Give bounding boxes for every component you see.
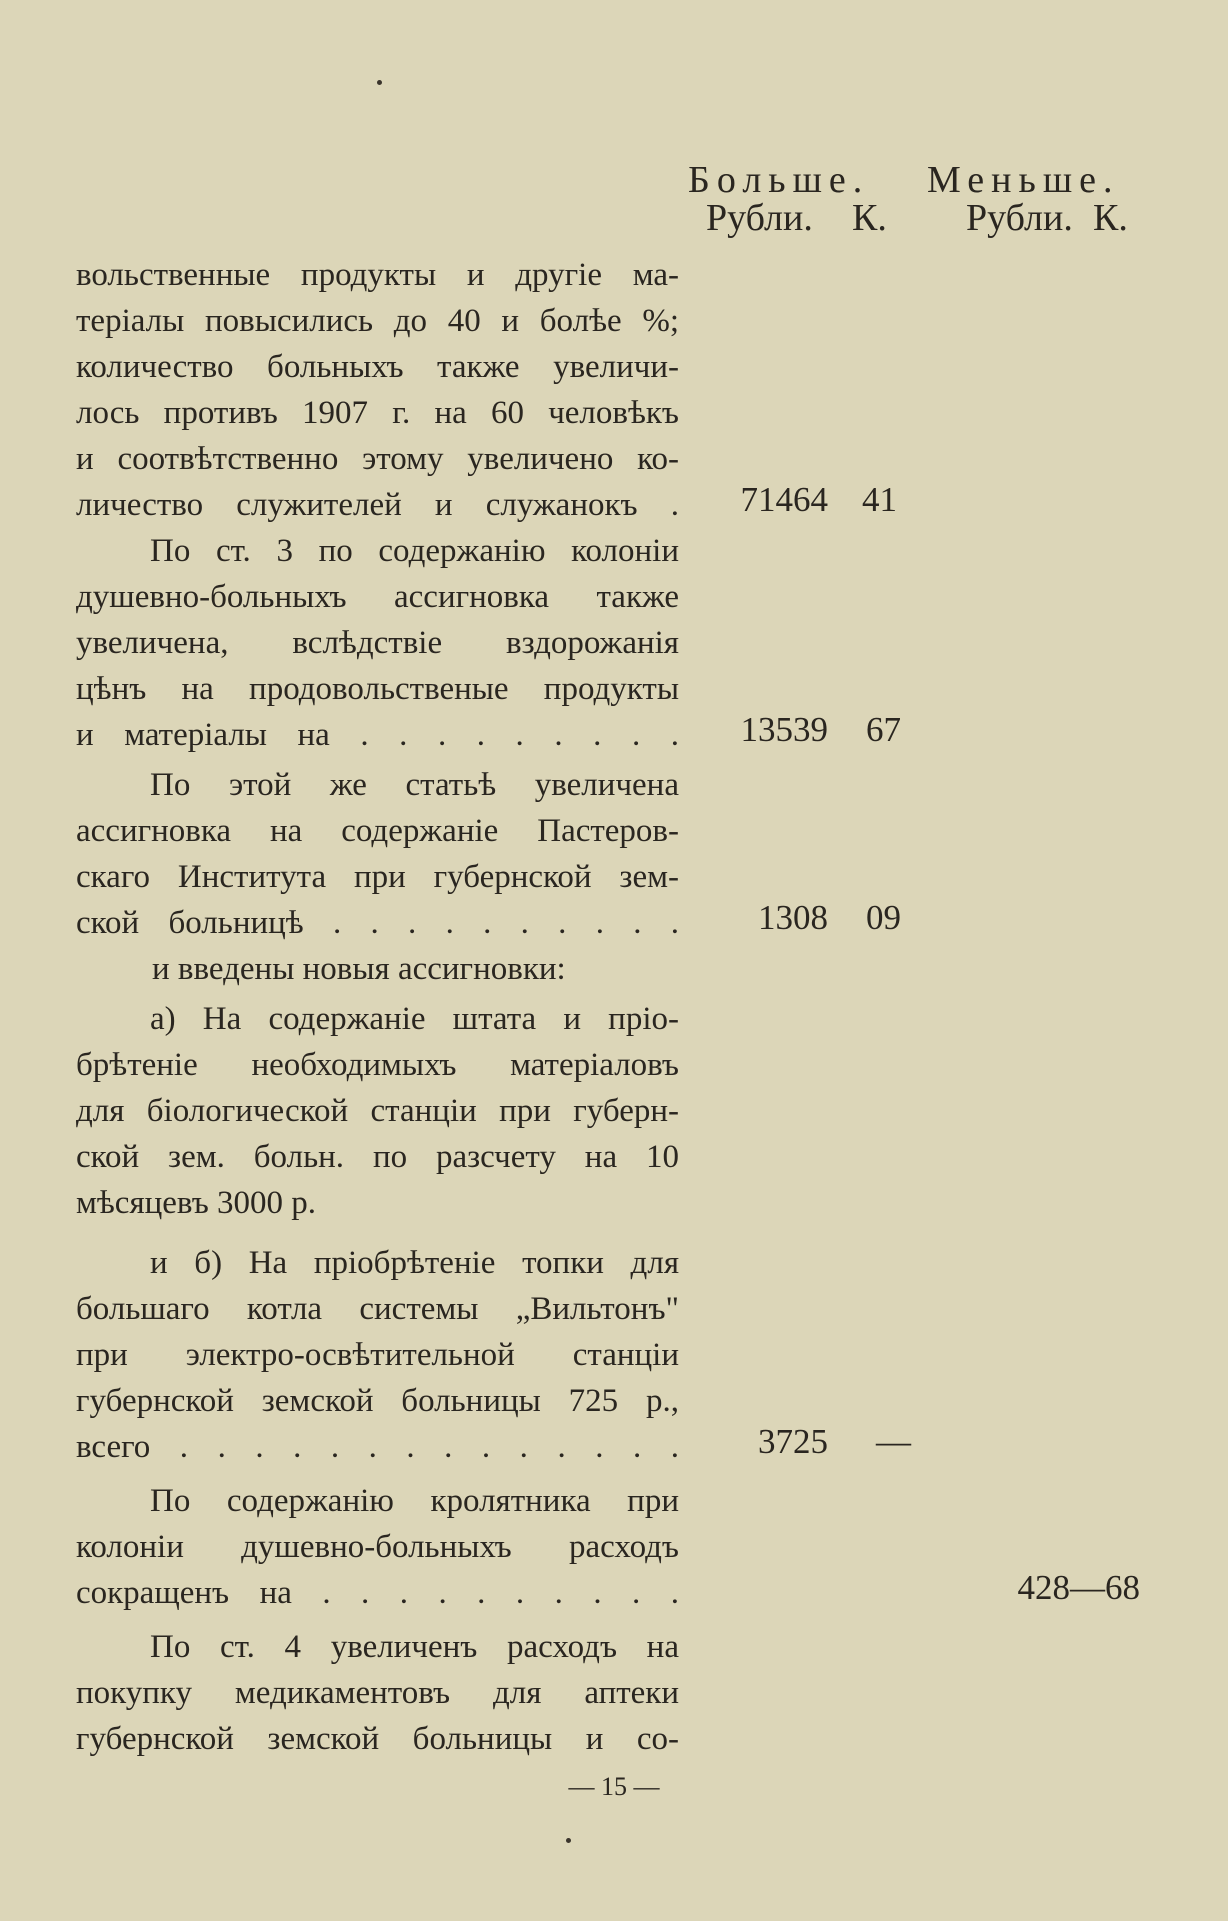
text-line: мѣсяцевъ 3000 р. — [76, 1185, 317, 1221]
text-line: ассигновка на содержаніе Пастеров- — [76, 813, 679, 849]
text-line: количество больныхъ также увеличи- — [76, 349, 679, 385]
text-line: ской зем. больн. по разсчету на 10 — [76, 1139, 679, 1175]
text-line: По ст. 4 увеличенъ расходъ на — [150, 1629, 679, 1665]
amount-more-rubles: 3725 — [758, 1422, 828, 1461]
text-line: а) На содержаніе штата и пріо- — [150, 1001, 679, 1037]
text-line: душевно-больныхъ ассигновка также — [76, 579, 679, 615]
page-number: — 15 — — [568, 1772, 660, 1801]
header-rubles-less: Рубли. — [966, 197, 1073, 239]
text-line: ской больницѣ . . . . . . . . . . — [76, 905, 679, 941]
text-line: увеличена, вслѣдствіе вздорожанія — [76, 625, 679, 661]
text-line: цѣнъ на продовольственые продукты — [76, 671, 679, 707]
text-line: скаго Института при губернской зем- — [76, 859, 679, 895]
text-line: губернской земской больницы 725 р., — [76, 1383, 679, 1419]
amount-more-rubles: 13539 — [740, 710, 828, 749]
text-line: сокращенъ на . . . . . . . . . . — [76, 1575, 679, 1611]
text-line: всего . . . . . . . . . . . . . . — [76, 1429, 679, 1465]
text-line: личество служителей и служанокъ . — [76, 487, 679, 523]
header-rubles-more: Рубли. — [706, 197, 813, 239]
text-line: при электро-освѣтительной станціи — [76, 1337, 679, 1373]
amount-more-rubles: 1308 — [758, 898, 828, 937]
text-line: и б) На пріобрѣтеніе топки для — [150, 1245, 679, 1281]
text-line: для біологической станціи при губерн- — [76, 1093, 679, 1129]
printer-dot — [566, 1838, 571, 1843]
text-line: губернской земской больницы и со- — [76, 1721, 679, 1757]
text-line: и соотвѣтственно этому увеличено ко- — [76, 441, 679, 477]
header-less: Меньше. — [927, 159, 1120, 201]
text-line: По содержанію кролятника при — [150, 1483, 679, 1519]
text-line: и введены новыя ассигновки: — [152, 951, 566, 987]
printer-dot — [377, 80, 382, 85]
text-line: покупку медикаментовъ для аптеки — [76, 1675, 679, 1711]
text-line: брѣтеніе необходимыхъ матеріаловъ — [76, 1047, 679, 1083]
amount-more-rubles: 71464 — [740, 480, 828, 519]
header-kopecks-more: К. — [852, 197, 887, 239]
header-more: Больше. — [688, 159, 870, 201]
text-line: и матеріалы на . . . . . . . . . — [76, 717, 679, 753]
amount-more-kopecks: 09 — [866, 898, 901, 937]
text-line: вольственные продукты и другіе ма- — [76, 257, 679, 293]
text-line: лось противъ 1907 г. на 60 человѣкъ — [76, 395, 679, 431]
amount-more-kopecks: — — [876, 1422, 911, 1461]
amount-less: 428—68 — [1017, 1568, 1140, 1607]
text-line: теріалы повысились до 40 и болѣе %; — [76, 303, 679, 339]
amount-more-kopecks: 67 — [866, 710, 901, 749]
text-line: колоніи душевно-больныхъ расходъ — [76, 1529, 679, 1565]
amount-more-kopecks: 41 — [862, 480, 897, 519]
text-line: большаго котла системы „Вильтонъ" — [76, 1291, 679, 1327]
header-kopecks-less: К. — [1093, 197, 1128, 239]
text-line: По этой же статьѣ увеличена — [150, 767, 679, 803]
text-line: По ст. 3 по содержанію колоніи — [150, 533, 679, 569]
